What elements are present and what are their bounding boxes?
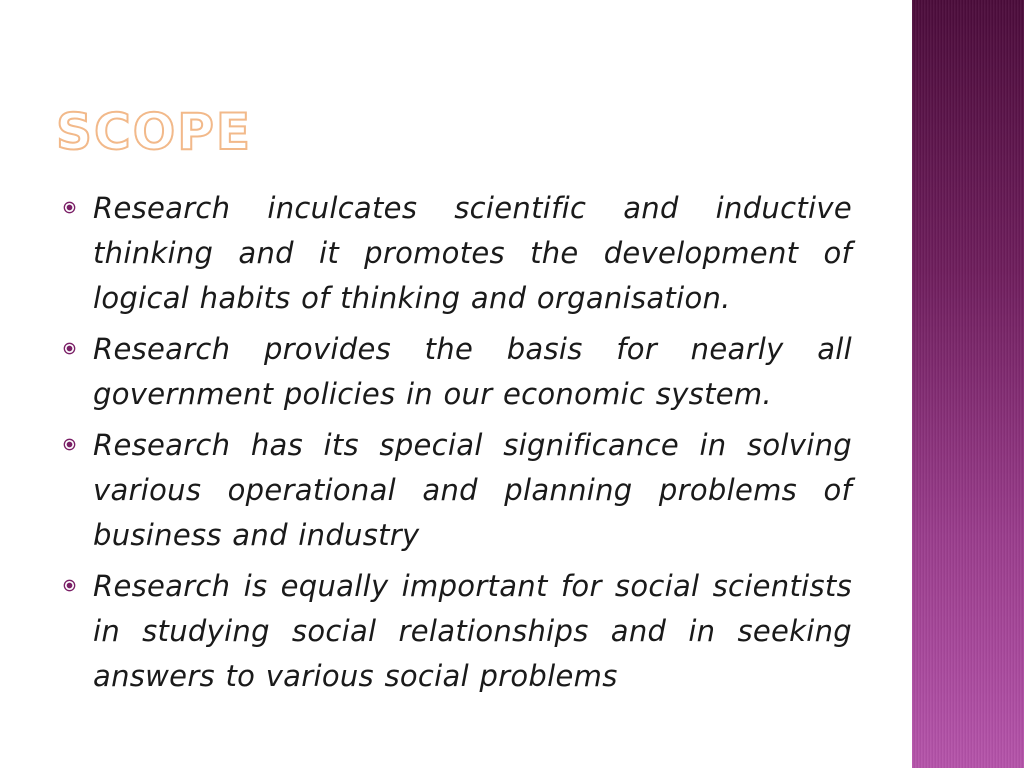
slide-title: SCOPE (56, 103, 253, 161)
circle-bullet-icon (63, 201, 76, 214)
bullet-item (62, 564, 852, 699)
bullet-item (62, 423, 852, 558)
circle-bullet-icon (63, 579, 76, 592)
bullet-list (62, 186, 852, 705)
bullet-text: Research is equally important for social scientists in studying social relationships and in seeking answers to various social problems (93, 569, 852, 693)
circle-bullet-icon (63, 438, 76, 451)
bullet-item (62, 186, 852, 321)
bullet-text: Research provides the basis for nearly all government policies in our economic system. (93, 332, 852, 411)
circle-bullet-icon (63, 342, 76, 355)
bullet-text: Research inculcates scientific and inductive thinking and it promotes the development of logical habits of thinking and organisation. (93, 191, 852, 315)
decorative-side-bar (912, 0, 1024, 768)
bullet-text: Research has its special significance in solving various operational and planning problems of business and industry (93, 428, 852, 552)
bullet-item (62, 327, 852, 417)
